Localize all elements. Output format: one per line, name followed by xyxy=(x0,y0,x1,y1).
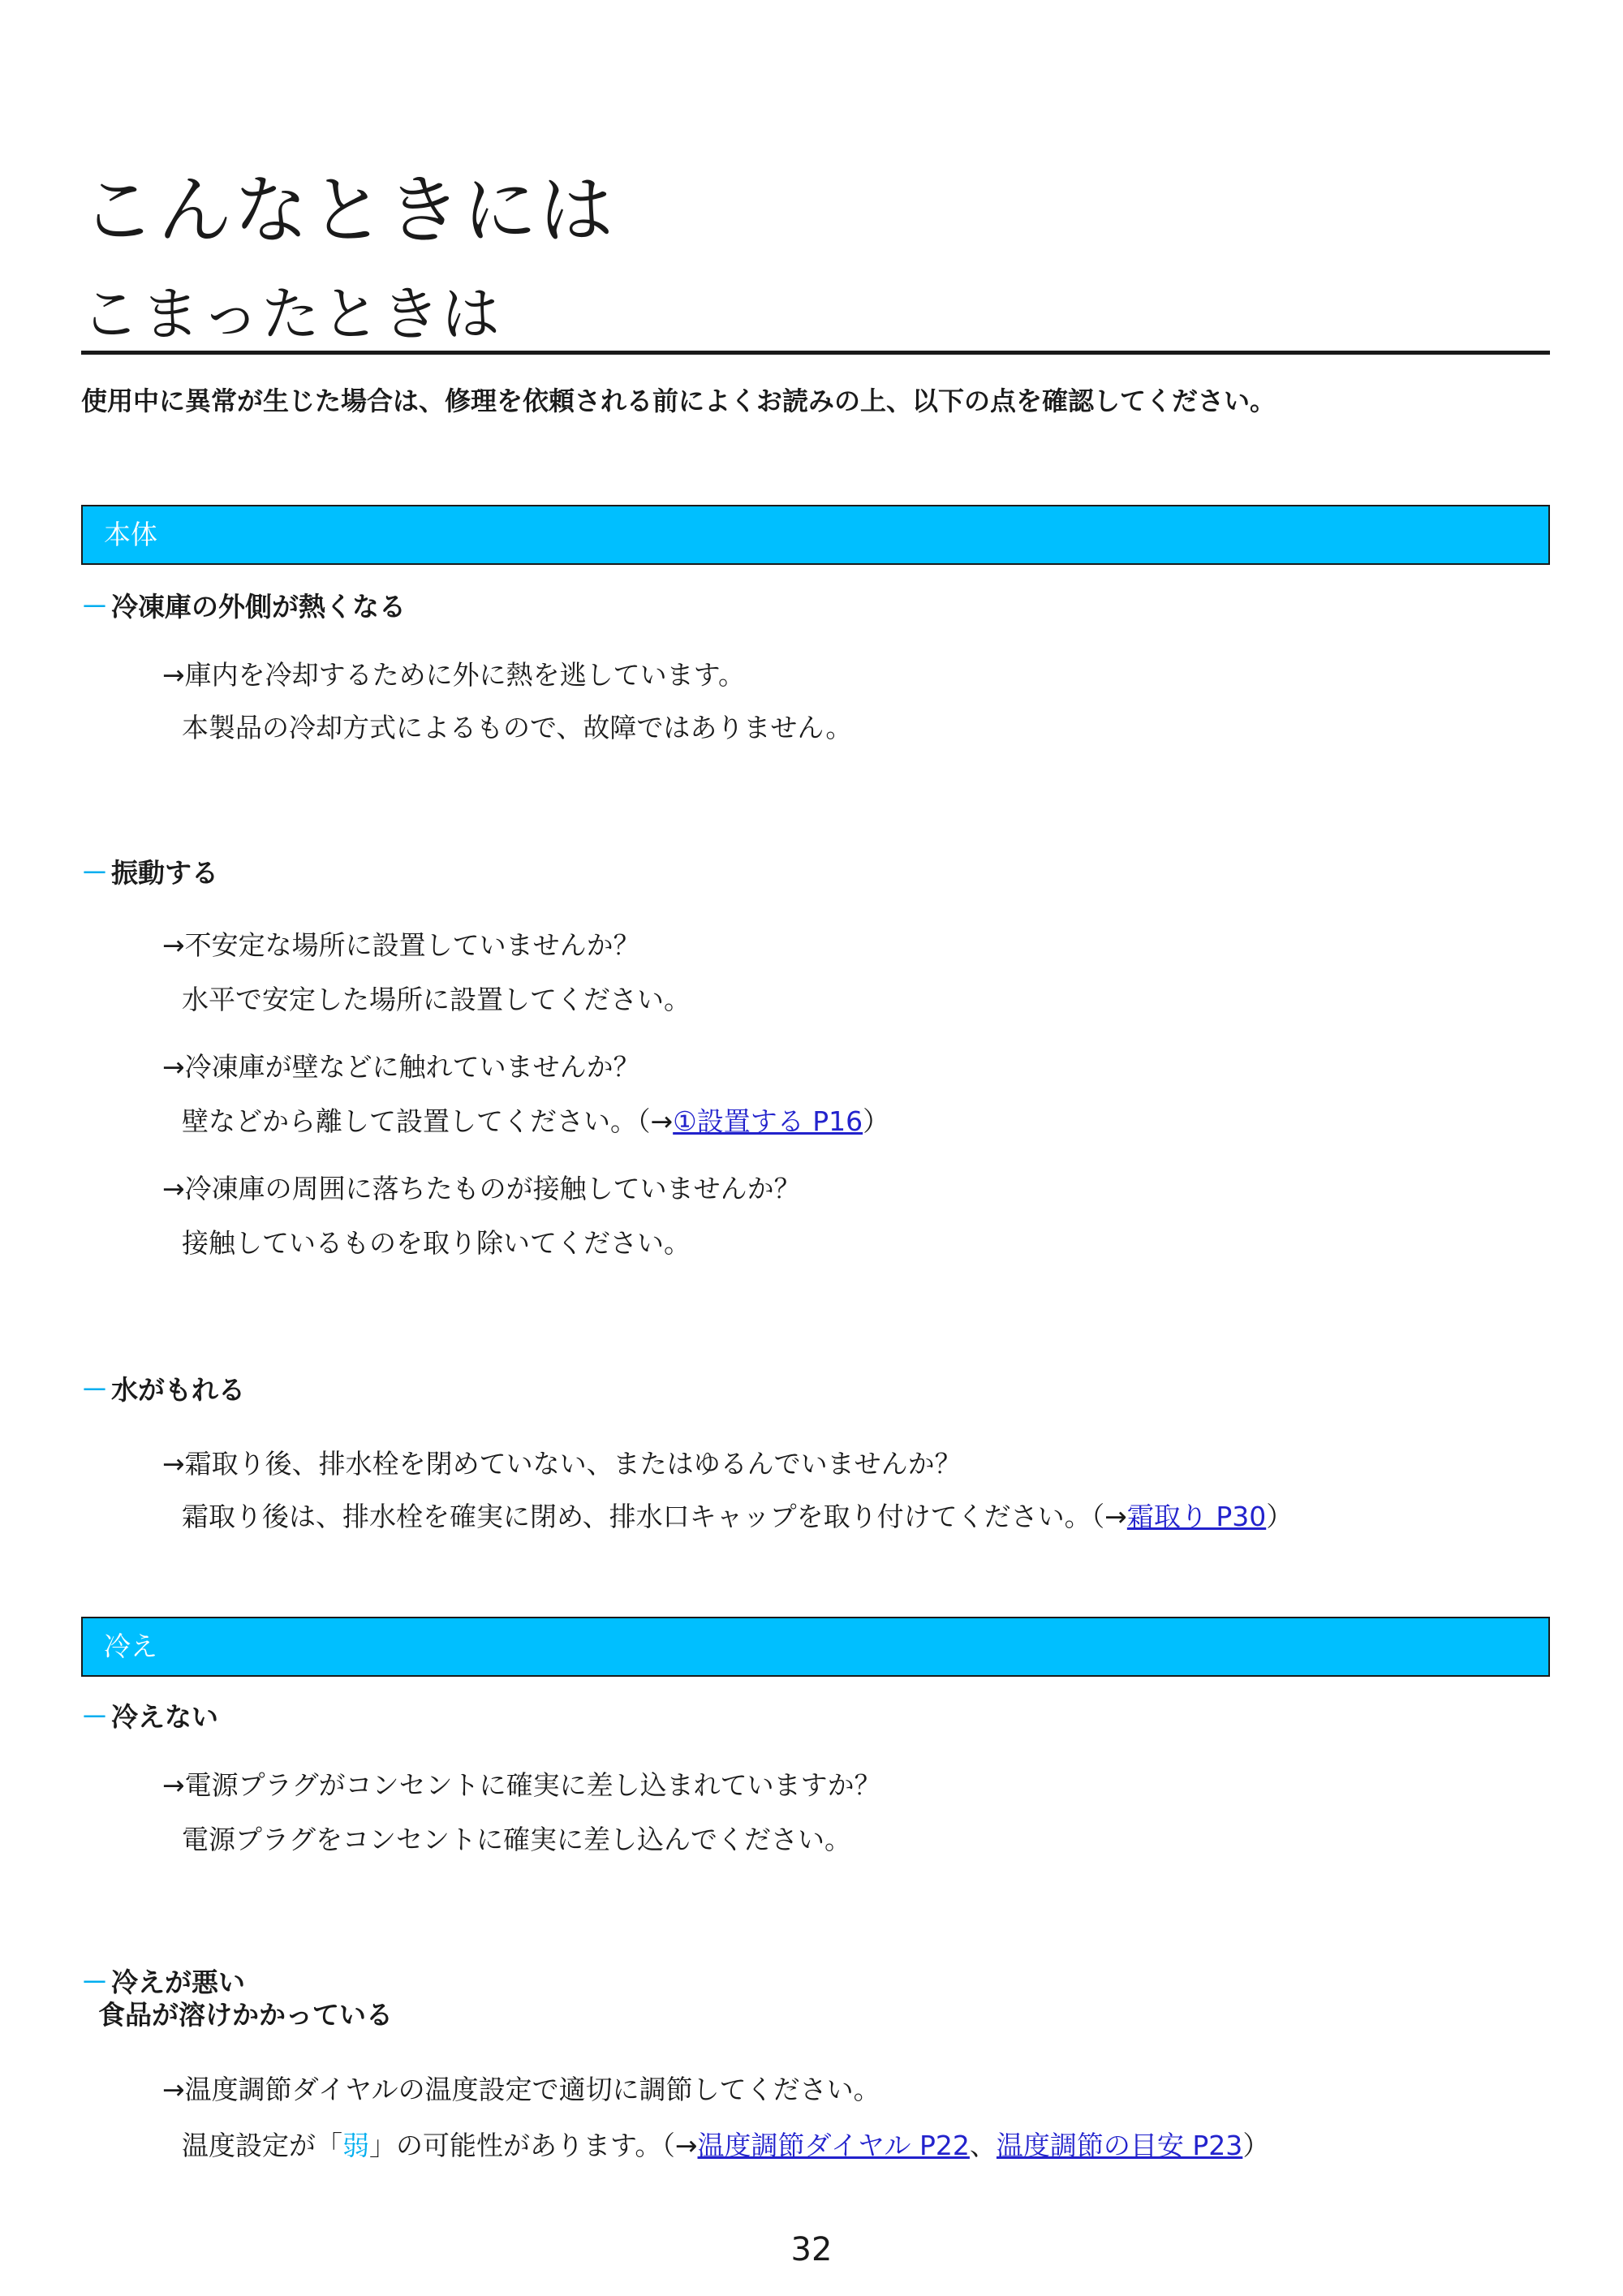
item-poor-cooling-remedy: 温度設定が「弱」の可能性があります。（→温度調節ダイヤル P22、温度調節の目安 P23） xyxy=(182,2130,1270,2161)
item-vibration-remedy-2: 壁などから離して設置してください。（→①設置する P16） xyxy=(182,1105,890,1137)
link-temp-guide-p23[interactable]: 温度調節の目安 P23 xyxy=(996,2130,1243,2161)
item-poor-cooling-title-line2: 食品が溶けかかっている xyxy=(98,1999,393,2031)
item-leak-cause: →霜取り後、排水栓を閉めていない、またはゆるんでいませんか？ xyxy=(162,1448,962,1480)
item-not-cold-remedy: 電源プラグをコンセントに確実に差し込んでください。 xyxy=(182,1824,851,1855)
heading-rule xyxy=(81,351,1550,355)
item-poor-cooling-cause: →温度調節ダイヤルの温度設定で適切に調節してください。 xyxy=(162,2074,880,2105)
dash-marker: － xyxy=(81,1374,108,1406)
section-heading: こまったときは xyxy=(81,280,502,348)
item-poor-cooling-title: － 冷えが悪い xyxy=(81,1966,245,1998)
page-title: こんなときには xyxy=(81,167,616,254)
item-vibration-remedy-3: 接触しているものを取り除いてください。 xyxy=(182,1227,691,1259)
item-vibration-title: － 振動する xyxy=(81,857,218,889)
item-hot-outside-remedy: 本製品の冷却方式によるもので、故障ではありません。 xyxy=(182,712,853,743)
highlight-weak: 弱 xyxy=(342,2130,369,2161)
link-install-p16[interactable]: ①設置する P16 xyxy=(673,1105,863,1137)
item-not-cold-title: － 冷えない xyxy=(81,1701,218,1733)
dash-marker: － xyxy=(81,857,108,889)
item-hot-outside-cause: →庫内を冷却するために外に熱を逃しています。 xyxy=(162,659,746,691)
page-number: 32 xyxy=(790,2231,833,2268)
dash-marker: － xyxy=(81,1701,108,1733)
section-band-body xyxy=(81,505,1550,565)
link-defrost-p30[interactable]: 霜取り P30 xyxy=(1126,1501,1267,1532)
section-band-cooling xyxy=(81,1617,1550,1677)
item-hot-outside-title: － 冷凍庫の外側が熱くなる xyxy=(81,591,406,622)
item-vibration-cause-1: →不安定な場所に設置していませんか？ xyxy=(162,929,640,961)
dash-marker: － xyxy=(81,1966,108,1998)
dash-marker: － xyxy=(81,591,108,622)
item-vibration-remedy-1: 水平で安定した場所に設置してください。 xyxy=(182,984,691,1015)
intro-text: 使用中に異常が生じた場合は、修理を依頼される前によくお読みの上、以下の点を確認してください。 xyxy=(81,386,1276,416)
section-band-label: 本体 xyxy=(104,519,157,550)
item-leak-remedy: 霜取り後は、排水栓を確実に閉め、排水口キャップを取り付けてください。（→霜取り P30） xyxy=(182,1501,1294,1532)
link-temp-dial-p22[interactable]: 温度調節ダイヤル P22 xyxy=(697,2130,970,2161)
item-vibration-cause-3: →冷凍庫の周囲に落ちたものが接触していませんか？ xyxy=(162,1173,801,1204)
item-not-cold-cause: →電源プラグがコンセントに確実に差し込まれていますか？ xyxy=(162,1769,881,1801)
section-band-label: 冷え xyxy=(104,1630,157,1662)
item-vibration-cause-2: →冷凍庫が壁などに触れていませんか？ xyxy=(162,1051,640,1083)
item-leak-title: － 水がもれる xyxy=(81,1374,245,1406)
